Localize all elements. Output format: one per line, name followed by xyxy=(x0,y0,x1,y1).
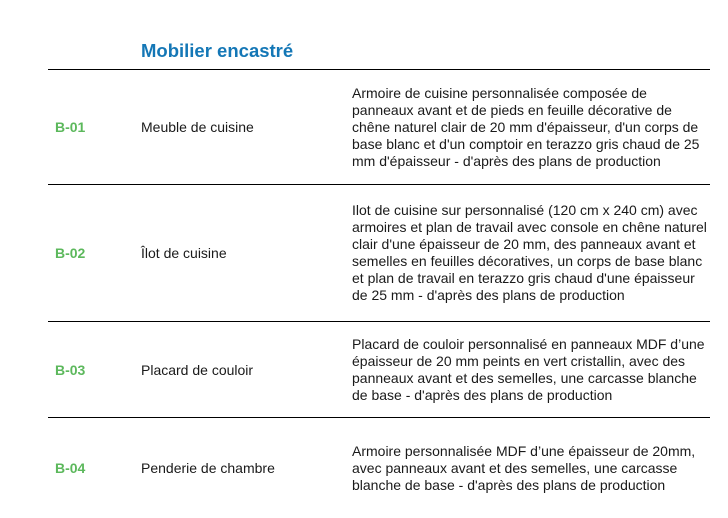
item-code: B-04 xyxy=(55,460,86,476)
table-row xyxy=(48,321,710,417)
table-row xyxy=(48,184,710,321)
item-code: B-01 xyxy=(55,119,86,135)
furniture-spec-table xyxy=(48,69,710,518)
item-name: Placard de couloir xyxy=(141,361,254,378)
item-name: Meuble de cuisine xyxy=(141,119,254,135)
item-name: Îlot de cuisine xyxy=(141,245,227,261)
section-title: Mobilier encastré xyxy=(141,40,294,61)
item-code: B-02 xyxy=(55,245,86,261)
item-description: Armoire de cuisine personnalisée composée de panneaux avant et de pieds en feuille décorative de chêne naturel clair de 20 mm d'épaisseur, d'un corps de base blanc et d'un comptoir en terazzo gris chaud de 25 mm d'épaisseur - d'après des plans de production xyxy=(352,84,700,169)
item-code: B-03 xyxy=(55,361,86,378)
table-row xyxy=(48,69,710,184)
item-name: Penderie de chambre xyxy=(141,460,275,476)
item-description: Placard de couloir personnalisé en panneaux MDF d’une épaisseur de 20 mm peints en vert cristallin, avec des panneaux avant et des semelles, une carcasse blanche de base - d'après des plans de production xyxy=(352,335,705,403)
item-description: Ilot de cuisine sur personnalisé (120 cm x 240 cm) avec armoires et plan de travail avec console en chêne naturel clair d'une épaisseur de 20 mm, des panneaux avant et semelles en feuilles décoratives, un corps de base blanc et plan de travail en terazzo gris chaud d'une épaisseur de 25 mm - d'après des plans de production xyxy=(352,202,707,303)
table-row xyxy=(48,417,710,518)
item-description: Armoire personnalisée MDF d’une épaisseur de 20mm, avec panneaux avant et des semelles, une carcasse blanche de base - d'après des plans de production xyxy=(352,442,696,493)
